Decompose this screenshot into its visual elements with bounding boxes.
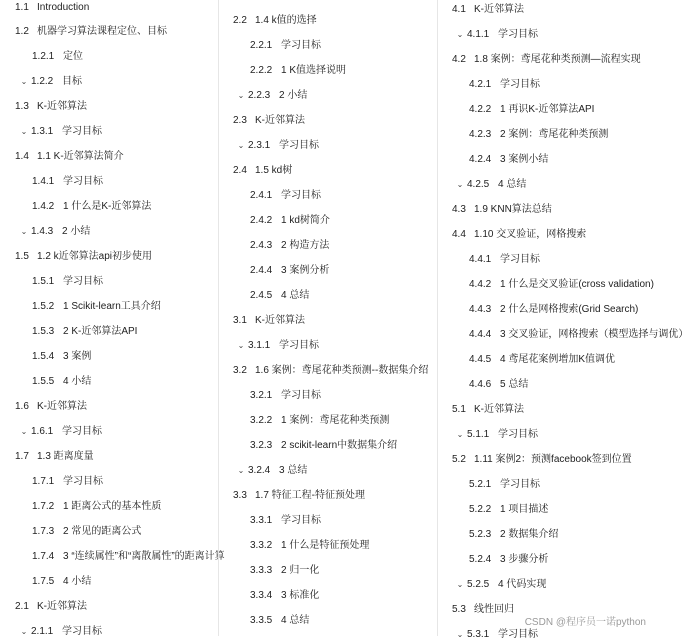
- toc-item-number: 5.2.3: [469, 529, 492, 540]
- toc-item[interactable]: [32, 50, 83, 64]
- toc-item-number: 4.4.3: [469, 304, 492, 315]
- toc-item-label: K-近邻算法: [474, 404, 524, 415]
- toc-item-number: 1.2.2: [31, 76, 54, 87]
- toc-item-label: 4 鸢尾花案例增加K值调优: [500, 354, 616, 365]
- toc-item-number: 1.5.4: [32, 351, 55, 362]
- toc-item-number: 1.5: [15, 251, 29, 262]
- chevron-down-icon[interactable]: ⌄: [456, 30, 464, 39]
- toc-item[interactable]: [250, 189, 321, 203]
- toc-item[interactable]: [452, 3, 524, 17]
- toc-item-label: 学习目标: [279, 140, 319, 151]
- toc-item-number: 1.6.1: [31, 426, 54, 437]
- toc-item[interactable]: [469, 278, 654, 292]
- toc-column-3: [437, 0, 688, 640]
- toc-item-number: 3.3.2: [250, 540, 273, 551]
- toc-item[interactable]: [452, 603, 514, 617]
- toc-item[interactable]: [32, 350, 91, 364]
- toc-item[interactable]: [469, 303, 638, 317]
- toc-item[interactable]: [250, 239, 329, 253]
- toc-item-label: 1.7 特征工程-特征预处理: [255, 490, 366, 501]
- toc-item-number: 4.1.1: [467, 29, 490, 40]
- toc-item-label: 2 K-近邻算法API: [63, 326, 138, 337]
- toc-item-number: 4.4.2: [469, 279, 492, 290]
- chevron-down-icon[interactable]: ⌄: [20, 427, 28, 436]
- toc-item-label: 3 “连续属性”和“离散属性”的距离计算: [63, 551, 225, 562]
- toc-item-label: 4 小结: [63, 376, 92, 387]
- toc-item-number: 4.2: [452, 54, 466, 65]
- toc-item-number: 5.3.1: [467, 629, 490, 640]
- toc-item-number: 3.2: [233, 365, 247, 376]
- toc-item-number: 5.1.1: [467, 429, 490, 440]
- toc-item-label: 学习目标: [62, 126, 102, 137]
- toc-item-number: 2.4.4: [250, 265, 273, 276]
- toc-item-label: 学习目标: [500, 479, 540, 490]
- toc-item-number: 1.7.1: [32, 476, 55, 487]
- toc-item[interactable]: [452, 203, 552, 217]
- toc-item-label: 1 Scikit-learn工具介绍: [63, 301, 161, 312]
- toc-item[interactable]: [15, 600, 87, 614]
- toc-item[interactable]: [32, 575, 91, 589]
- toc-item-number: 1.3.1: [31, 126, 54, 137]
- toc-item[interactable]: [250, 264, 329, 278]
- toc-item-label: 1.5 kd树: [255, 165, 293, 176]
- toc-item[interactable]: [452, 403, 524, 417]
- toc-item-label: 4 总结: [281, 290, 310, 301]
- toc-item[interactable]: [233, 364, 428, 378]
- toc-item[interactable]: [19, 225, 90, 239]
- toc-item[interactable]: [250, 589, 319, 603]
- toc-item-label: 2 scikit-learn中数据集介绍: [281, 440, 398, 451]
- toc-item-number: 3.1: [233, 315, 247, 326]
- toc-item[interactable]: [455, 628, 538, 642]
- toc-item[interactable]: [469, 378, 528, 392]
- toc-item-number: 1.5.3: [32, 326, 55, 337]
- toc-item-label: K-近邻算法: [37, 601, 87, 612]
- toc-item[interactable]: [19, 425, 102, 439]
- toc-item-number: 1.6: [15, 401, 29, 412]
- toc-item[interactable]: [233, 14, 317, 28]
- chevron-down-icon[interactable]: ⌄: [20, 77, 28, 86]
- toc-item[interactable]: [15, 250, 152, 264]
- toc-item[interactable]: [469, 553, 548, 567]
- toc-item-label: 2 归一化: [281, 565, 320, 576]
- toc-item[interactable]: [469, 153, 548, 167]
- toc-item-number: 4.4.5: [469, 354, 492, 365]
- toc-item[interactable]: [32, 200, 151, 214]
- toc-item-number: 3.3.4: [250, 590, 273, 601]
- toc-item[interactable]: [250, 64, 346, 78]
- toc-item-label: K-近邻算法: [474, 4, 524, 15]
- toc-item-number: 4.2.2: [469, 104, 492, 115]
- chevron-down-icon[interactable]: ⌄: [20, 127, 28, 136]
- toc-item[interactable]: [250, 414, 389, 428]
- toc-item[interactable]: [469, 328, 688, 342]
- toc-item-label: 1.3 距离度量: [37, 451, 94, 462]
- toc-item[interactable]: [469, 503, 548, 517]
- toc-item-label: 2 小结: [279, 90, 308, 101]
- toc-item-number: 3.2.2: [250, 415, 273, 426]
- toc-item[interactable]: [452, 228, 586, 242]
- toc-item-number: 3.3.5: [250, 615, 273, 626]
- toc-column-1: [0, 0, 225, 637]
- toc-item-label: 学习目标: [62, 626, 102, 637]
- toc-item[interactable]: [250, 439, 397, 453]
- toc-item-number: 2.1: [15, 601, 29, 612]
- toc-item-label: 1.9 KNN算法总结: [474, 204, 552, 215]
- toc-item-label: 1.1 K-近邻算法简介: [37, 151, 124, 162]
- toc-item-number: 4.2.5: [467, 179, 490, 190]
- toc-item-number: 1.1: [15, 2, 29, 13]
- toc-item-number: 4.3: [452, 204, 466, 215]
- toc-item-number: 5.2: [452, 454, 466, 465]
- toc-item[interactable]: [32, 500, 161, 514]
- toc-item-label: 3 案例: [63, 351, 92, 362]
- toc-item[interactable]: [19, 125, 102, 139]
- toc-item-label: 1 什么是特征预处理: [281, 540, 370, 551]
- toc-item-label: 2 什么是网格搜索(Grid Search): [500, 304, 639, 315]
- toc-item[interactable]: [233, 114, 305, 128]
- toc-item-number: 3.3.3: [250, 565, 273, 576]
- toc-column-2: [218, 0, 438, 636]
- toc-item-label: 1.10 交叉验证，网格搜索: [474, 229, 587, 240]
- toc-item-label: K-近邻算法: [255, 315, 305, 326]
- toc-item[interactable]: [455, 28, 538, 42]
- toc-item-label: 3 交叉验证，网格搜索（模型选择与调优）: [500, 329, 688, 340]
- toc-item-number: 2.4.1: [250, 190, 273, 201]
- toc-item-label: 学习目标: [63, 276, 103, 287]
- toc-item-label: 4 小结: [63, 576, 92, 587]
- toc-item[interactable]: [250, 389, 321, 403]
- toc-item-label: 2 数据集介绍: [500, 529, 559, 540]
- toc-item[interactable]: [15, 450, 94, 464]
- toc-item[interactable]: [250, 564, 319, 578]
- toc-item-label: 2 小结: [62, 226, 91, 237]
- toc-item[interactable]: [19, 75, 82, 89]
- toc-item[interactable]: [452, 53, 641, 67]
- toc-item-number: 3.3: [233, 490, 247, 501]
- chevron-down-icon[interactable]: ⌄: [237, 91, 245, 100]
- toc-item[interactable]: [250, 514, 321, 528]
- chevron-down-icon[interactable]: ⌄: [237, 466, 245, 475]
- toc-item-label: 2 案例：鸢尾花种类预测: [500, 129, 609, 140]
- toc-item-label: 学习目标: [62, 426, 102, 437]
- toc-item-number: 5.1: [452, 404, 466, 415]
- toc-item-label: 机器学习算法课程定位、目标: [37, 26, 167, 37]
- toc-item[interactable]: [250, 614, 309, 628]
- toc-item-label: 学习目标: [281, 190, 321, 201]
- toc-item[interactable]: [32, 375, 91, 389]
- toc-item-label: 3 案例小结: [500, 154, 549, 165]
- toc-item-number: 3.2.1: [250, 390, 273, 401]
- toc-item[interactable]: [32, 300, 161, 314]
- toc-item-number: 2.1.1: [31, 626, 54, 637]
- toc-item-number: 2.3: [233, 115, 247, 126]
- toc-item-number: 5.3: [452, 604, 466, 615]
- toc-item-number: 5.2.5: [467, 579, 490, 590]
- toc-item[interactable]: [32, 175, 103, 189]
- toc-item[interactable]: [469, 528, 558, 542]
- toc-item[interactable]: [233, 164, 292, 178]
- toc-item[interactable]: [15, 400, 87, 414]
- toc-item-number: 1.5.2: [32, 301, 55, 312]
- toc-item[interactable]: [455, 178, 526, 192]
- toc-item-label: 4 总结: [281, 615, 310, 626]
- toc-item[interactable]: [250, 539, 369, 553]
- toc-item[interactable]: [469, 78, 540, 92]
- toc-item-number: 2.3.1: [248, 140, 271, 151]
- chevron-down-icon[interactable]: ⌄: [237, 141, 245, 150]
- toc-item-label: 1 距离公式的基本性质: [63, 501, 162, 512]
- toc-item-number: 1.5.1: [32, 276, 55, 287]
- toc-item-label: 学习目标: [500, 79, 540, 90]
- toc-item[interactable]: [19, 625, 102, 639]
- toc-item-number: 1.2: [15, 26, 29, 37]
- toc-item-label: 1.11 案例2：预测facebook签到位置: [474, 454, 632, 465]
- toc-item-label: 学习目标: [500, 254, 540, 265]
- toc-item-label: 1.4 k值的选择: [255, 15, 317, 26]
- toc-item-number: 1.7.3: [32, 526, 55, 537]
- toc-item-number: 1.4.2: [32, 201, 55, 212]
- toc-item-label: K-近邻算法: [37, 401, 87, 412]
- toc-item-label: 5 总结: [500, 379, 529, 390]
- toc-item[interactable]: [469, 253, 540, 267]
- toc-item[interactable]: [236, 89, 307, 103]
- toc-item-number: 3.2.3: [250, 440, 273, 451]
- toc-item-number: 4.2.4: [469, 154, 492, 165]
- toc-item-label: 1 kd树简介: [281, 215, 330, 226]
- toc-item-number: 1.4.1: [32, 176, 55, 187]
- toc-item[interactable]: [469, 353, 615, 367]
- toc-item-label: 3 步骤分析: [500, 554, 549, 565]
- toc-item-label: 定位: [63, 51, 83, 62]
- toc-item-label: 1 案例：鸢尾花种类预测: [281, 415, 390, 426]
- toc-item[interactable]: [15, 100, 87, 114]
- toc-item[interactable]: [32, 475, 103, 489]
- chevron-down-icon[interactable]: ⌄: [456, 630, 464, 639]
- toc-item-number: 1.2.1: [32, 51, 55, 62]
- toc-item-number: 1.7: [15, 451, 29, 462]
- toc-item-label: 学习目标: [63, 476, 103, 487]
- toc-item-label: 目标: [62, 76, 82, 87]
- toc-item-label: K-近邻算法: [255, 115, 305, 126]
- toc-item-label: 学习目标: [498, 629, 538, 640]
- toc-item-label: 2 常见的距离公式: [63, 526, 142, 537]
- toc-item-label: 学习目标: [498, 429, 538, 440]
- toc-item-label: Introduction: [37, 2, 90, 13]
- toc-item[interactable]: [469, 103, 594, 117]
- toc-item-number: 2.4.5: [250, 290, 273, 301]
- toc-item-label: 1.6 案例：鸢尾花种类预测--数据集介绍: [255, 365, 429, 376]
- toc-item[interactable]: [250, 214, 330, 228]
- toc-item-number: 1.7.5: [32, 576, 55, 587]
- toc-item-label: 2 构造方法: [281, 240, 330, 251]
- toc-item[interactable]: [250, 39, 321, 53]
- toc-item[interactable]: [236, 464, 307, 478]
- toc-item[interactable]: [236, 339, 319, 353]
- toc-item-label: 3 标准化: [281, 590, 320, 601]
- toc-item[interactable]: [236, 139, 319, 153]
- toc-item-number: 1.3: [15, 101, 29, 112]
- toc-item-label: 3 总结: [279, 465, 308, 476]
- toc-item[interactable]: [455, 578, 546, 592]
- toc-item-label: 1 什么是K-近邻算法: [63, 201, 152, 212]
- toc-item-label: 3 案例分析: [281, 265, 330, 276]
- toc-item-number: 5.2.2: [469, 504, 492, 515]
- csdn-watermark: CSDN @程序员一诺python: [524, 617, 646, 628]
- toc-item[interactable]: [469, 478, 540, 492]
- toc-item-number: 2.2.2: [250, 65, 273, 76]
- toc-item-label: 学习目标: [281, 40, 321, 51]
- toc-item-number: 1.5.5: [32, 376, 55, 387]
- toc-item-label: 1.2 k近邻算法api初步使用: [37, 251, 153, 262]
- toc-item[interactable]: [32, 275, 103, 289]
- toc-item-label: 4 代码实现: [498, 579, 547, 590]
- toc-item-label: 学习目标: [279, 340, 319, 351]
- toc-item-label: 学习目标: [281, 390, 321, 401]
- chevron-down-icon[interactable]: ⌄: [237, 341, 245, 350]
- chevron-down-icon[interactable]: ⌄: [20, 227, 28, 236]
- toc-item-number: 5.2.1: [469, 479, 492, 490]
- toc-item[interactable]: [15, 25, 167, 39]
- toc-item[interactable]: [15, 150, 124, 164]
- toc-item-label: 1 项目描述: [500, 504, 549, 515]
- toc-item-number: 1.7.2: [32, 501, 55, 512]
- toc-item-label: 1 什么是交叉验证(cross validation): [500, 279, 654, 290]
- toc-item[interactable]: [15, 1, 89, 15]
- toc-item[interactable]: [32, 525, 141, 539]
- toc-item-label: 学习目标: [498, 29, 538, 40]
- toc-item-number: 4.4.6: [469, 379, 492, 390]
- toc-item-label: 1.8 案例：鸢尾花种类预测—流程实现: [474, 54, 641, 65]
- toc-item-label: K-近邻算法: [37, 101, 87, 112]
- toc-item-label: 线性回归: [474, 604, 514, 615]
- chevron-down-icon[interactable]: ⌄: [20, 627, 28, 636]
- toc-item-number: 5.2.4: [469, 554, 492, 565]
- toc-item-number: 1.4: [15, 151, 29, 162]
- toc-item[interactable]: [233, 489, 365, 503]
- toc-item[interactable]: [455, 428, 538, 442]
- toc-item-number: 3.3.1: [250, 515, 273, 526]
- toc-item-label: 学习目标: [281, 515, 321, 526]
- toc-item-number: 2.2.3: [248, 90, 271, 101]
- toc-item-number: 2.2.1: [250, 40, 273, 51]
- chevron-down-icon[interactable]: ⌄: [456, 430, 464, 439]
- chevron-down-icon[interactable]: ⌄: [456, 580, 464, 589]
- toc-item[interactable]: [32, 325, 137, 339]
- toc-item-number: 4.2.3: [469, 129, 492, 140]
- toc-item-number: 1.4.3: [31, 226, 54, 237]
- toc-item[interactable]: [469, 128, 608, 142]
- toc-item-number: 4.1: [452, 4, 466, 15]
- toc-item-number: 2.4.2: [250, 215, 273, 226]
- toc-item-number: 4.2.1: [469, 79, 492, 90]
- toc-item-number: 2.2: [233, 15, 247, 26]
- toc-item-number: 4.4.1: [469, 254, 492, 265]
- toc-item-number: 1.7.4: [32, 551, 55, 562]
- toc-item-number: 3.1.1: [248, 340, 271, 351]
- toc-item-label: 4 总结: [498, 179, 527, 190]
- toc-item-number: 4.4.4: [469, 329, 492, 340]
- toc-item[interactable]: [233, 314, 305, 328]
- toc-item-label: 1 再识K-近邻算法API: [500, 104, 595, 115]
- toc-item-label: 1 K值选择说明: [281, 65, 347, 76]
- toc-item-label: 学习目标: [63, 176, 103, 187]
- toc-item[interactable]: [250, 289, 309, 303]
- toc-item[interactable]: [452, 453, 632, 467]
- chevron-down-icon[interactable]: ⌄: [456, 180, 464, 189]
- toc-item-number: 4.4: [452, 229, 466, 240]
- toc-item-number: 2.4.3: [250, 240, 273, 251]
- toc-item-number: 3.2.4: [248, 465, 271, 476]
- toc-item[interactable]: [32, 550, 225, 564]
- toc-item-number: 2.4: [233, 165, 247, 176]
